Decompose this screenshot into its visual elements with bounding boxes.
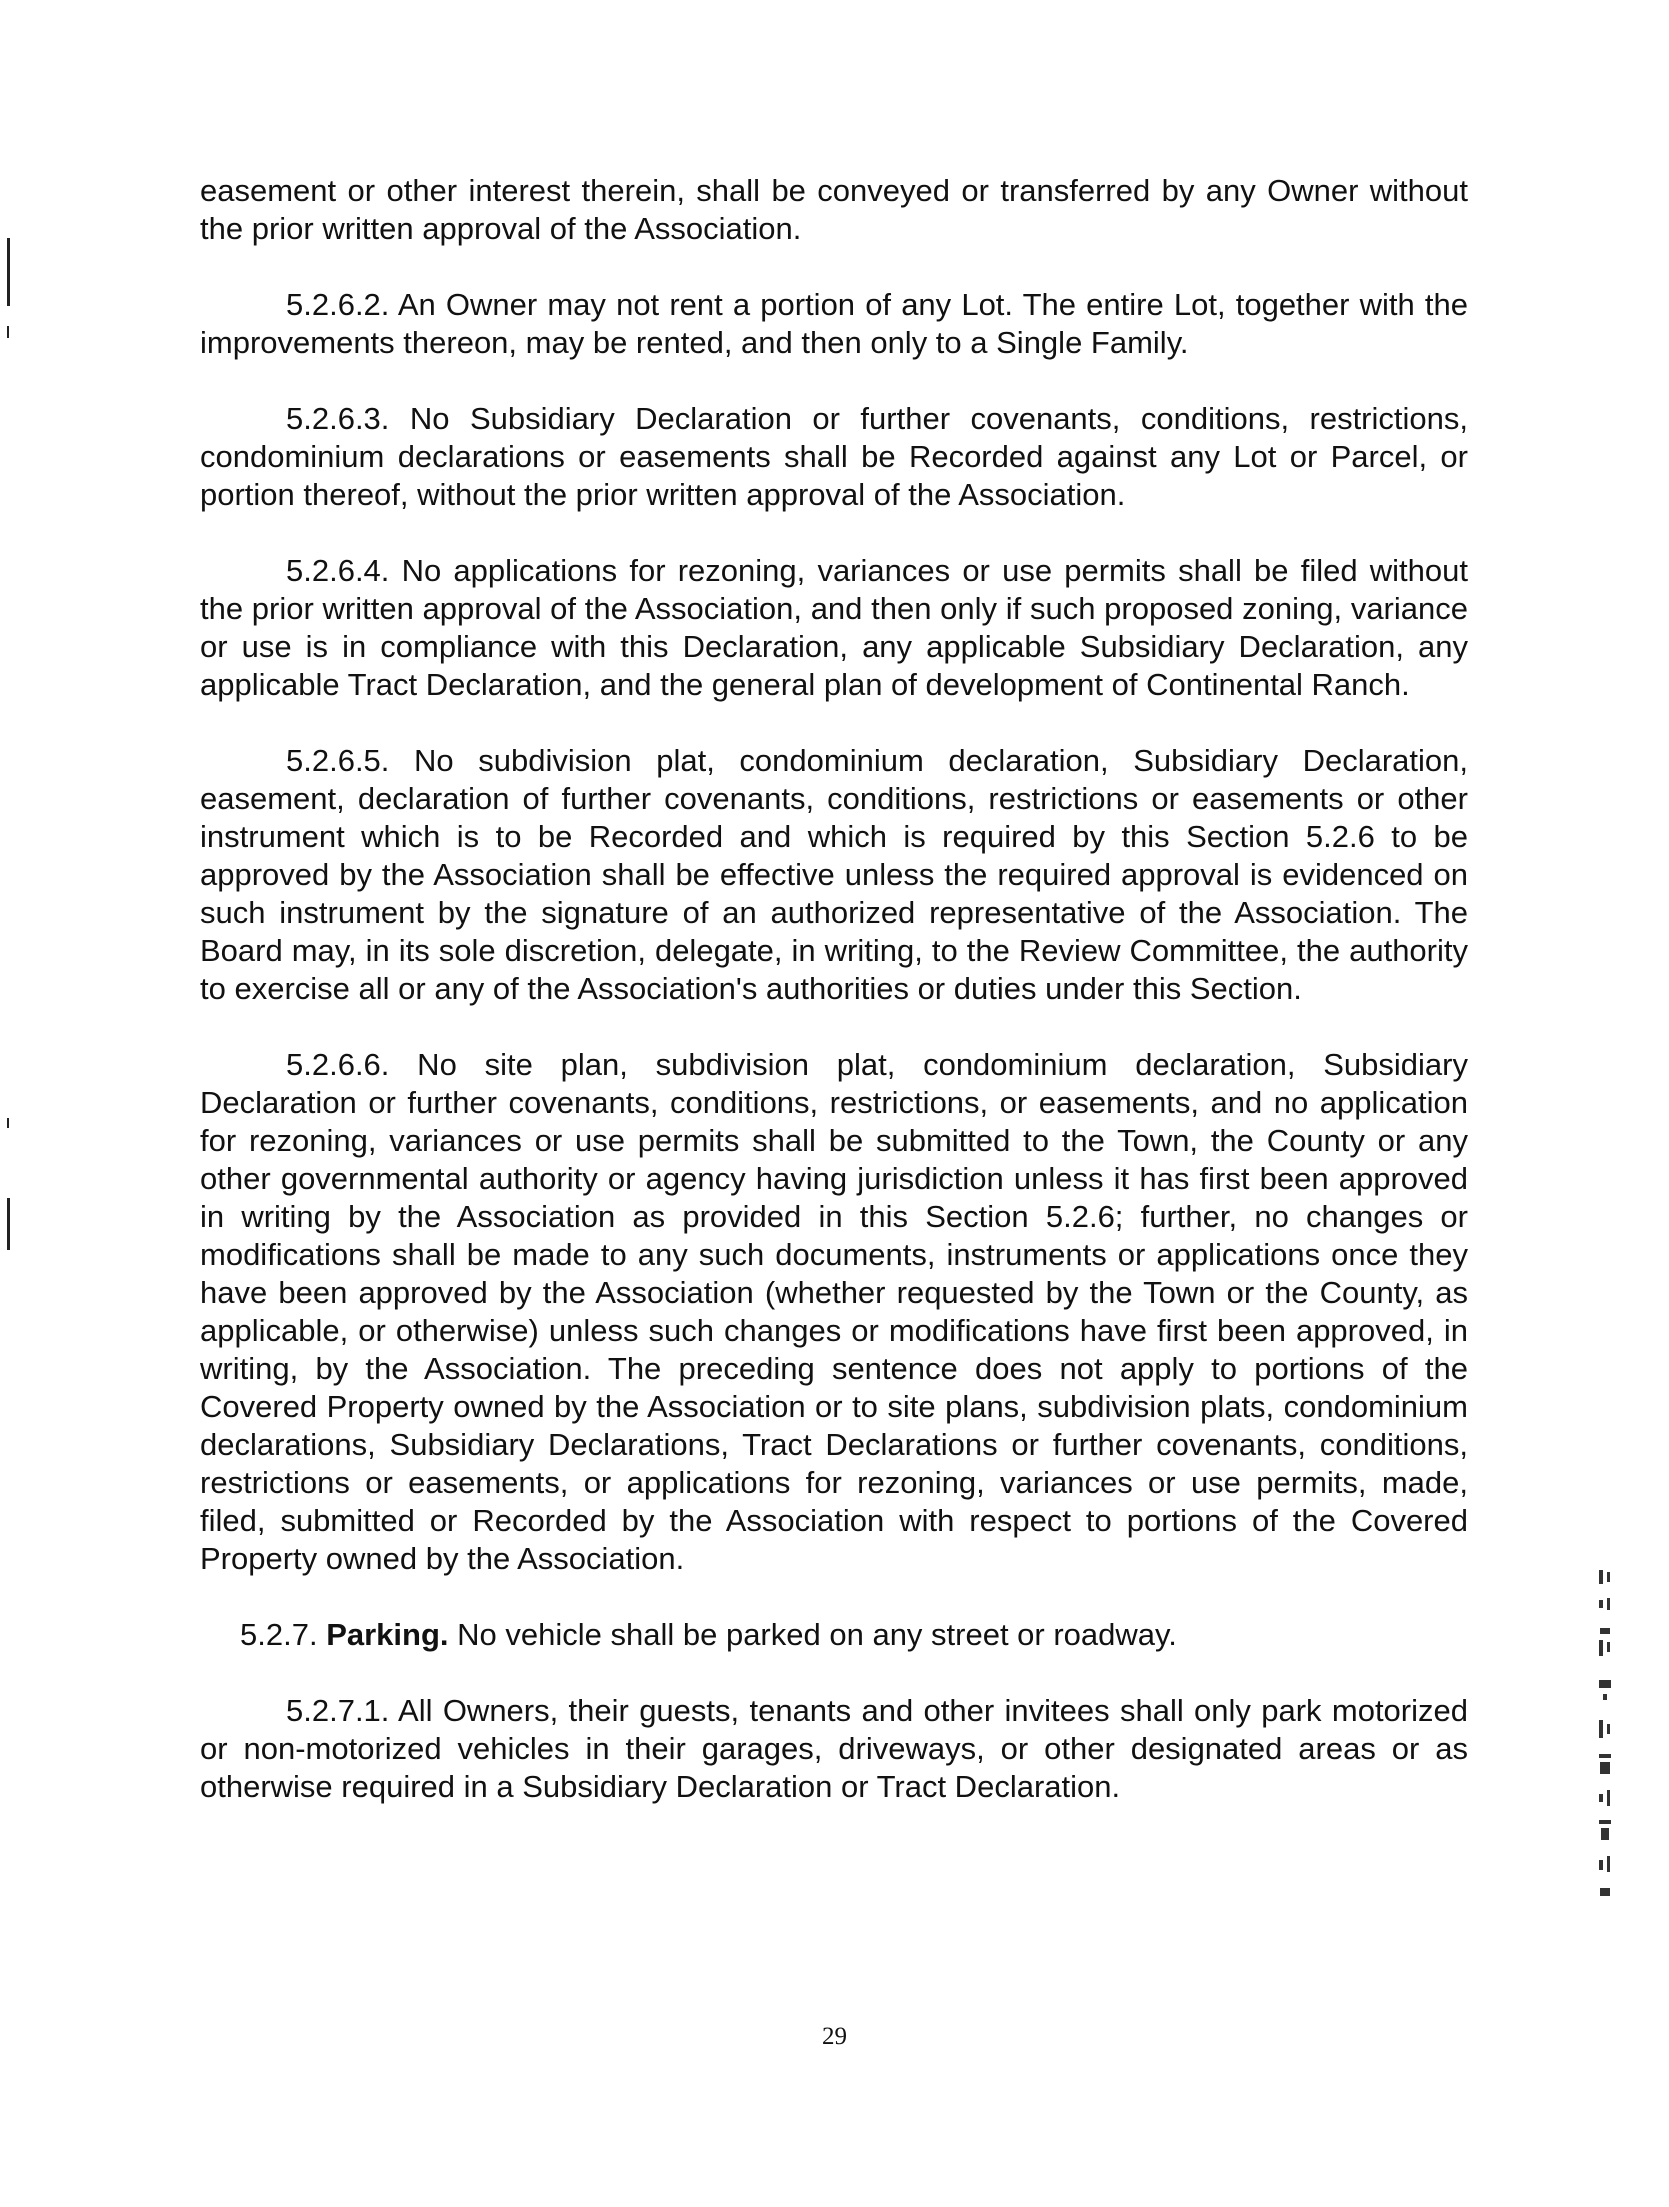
revision-mark-small [7,326,9,338]
paragraph-5-2-6-5: 5.2.6.5. No subdivision plat, condominium declaration, Subsidiary Declaration, easement, declaration of further covenants, conditions, restrictions or easements or other instrument which is to be Recorded and which is required by this Section 5.2.6 to be approved by the Association shall be effective unless the required approval is evidenced on such instrument by the signature of an authorized representative of the Association. The Board may, in its sole discretion, delegate, in writing, to the Review Committee, the authority to exercise all or any of the Association's authorities or duties under this Section. [200,743,1468,1006]
section-text: No vehicle shall be parked on any street or roadway. [457,1617,1177,1652]
page-number: 29 [822,2023,847,2050]
section-number: 5.2.7. [240,1617,318,1652]
section-heading-parking: Parking. [326,1617,449,1652]
revision-mark-tick [7,1118,9,1128]
paragraph-5-2-7-1: 5.2.7.1. All Owners, their guests, tenants and other invitees shall only park motorized or non-motorized vehicles in their garages, driveways, or other designated areas or as otherwise required in a Subsidiary Declaration or Tract Declaration. [200,1693,1468,1804]
paragraph-5-2-6-2: 5.2.6.2. An Owner may not rent a portion of any Lot. The entire Lot, together with the improvements thereon, may be rented, and then only to a Single Family. [200,287,1468,360]
paragraph-5-2-6-6: 5.2.6.6. No site plan, subdivision plat, condominium declaration, Subsidiary Declaration or further covenants, conditions, restrictions, or easements, and no application for rezoning, variances or use permits shall be submitted to the Town, the County or any other governmental authority or agency having jurisdiction unless it has first been approved in writing by the Association as provided in this Section 5.2.6; further, no changes or modifications shall be made to any such documents, instruments or applications once they have been approved by the Association (whether requested by the Town or the County, as applicable, or otherwise) unless such changes or modifications have first been approved, in writing, by the Association. The preceding sentence does not apply to portions of the Covered Property owned by the Association or to site plans, subdivision plats, condominium declarations, Subsidiary Declarations, Tract Declarations or further covenants, conditions, restrictions or easements, or applications for rezoning, variances or use permits, made, filed, submitted or Recorded by the Association with respect to portions of the Covered Property owned by the Association. [200,1047,1468,1576]
revision-bar-top [7,238,10,306]
paragraph-5-2-7 [200,1616,1468,1654]
document-body [200,172,1468,1844]
recording-stamp-graphic [1585,1570,1625,1910]
revision-bar-middle [7,1198,10,1250]
paragraph-continuation: easement or other interest therein, shall be conveyed or transferred by any Owner without the prior written approval of the Association. [200,173,1468,246]
paragraph-5-2-6-3: 5.2.6.3. No Subsidiary Declaration or further covenants, conditions, restrictions, condominium declarations or easements shall be Recorded against any Lot or Parcel, or portion thereof, without the prior written approval of the Association. [200,401,1468,512]
paragraph-5-2-6-4: 5.2.6.4. No applications for rezoning, variances or use permits shall be filed without the prior written approval of the Association, and then only if such proposed zoning, variance or use is in compliance with this Declaration, any applicable Subsidiary Declaration, any applicable Tract Declaration, and the general plan of development of Continental Ranch. [200,553,1468,702]
